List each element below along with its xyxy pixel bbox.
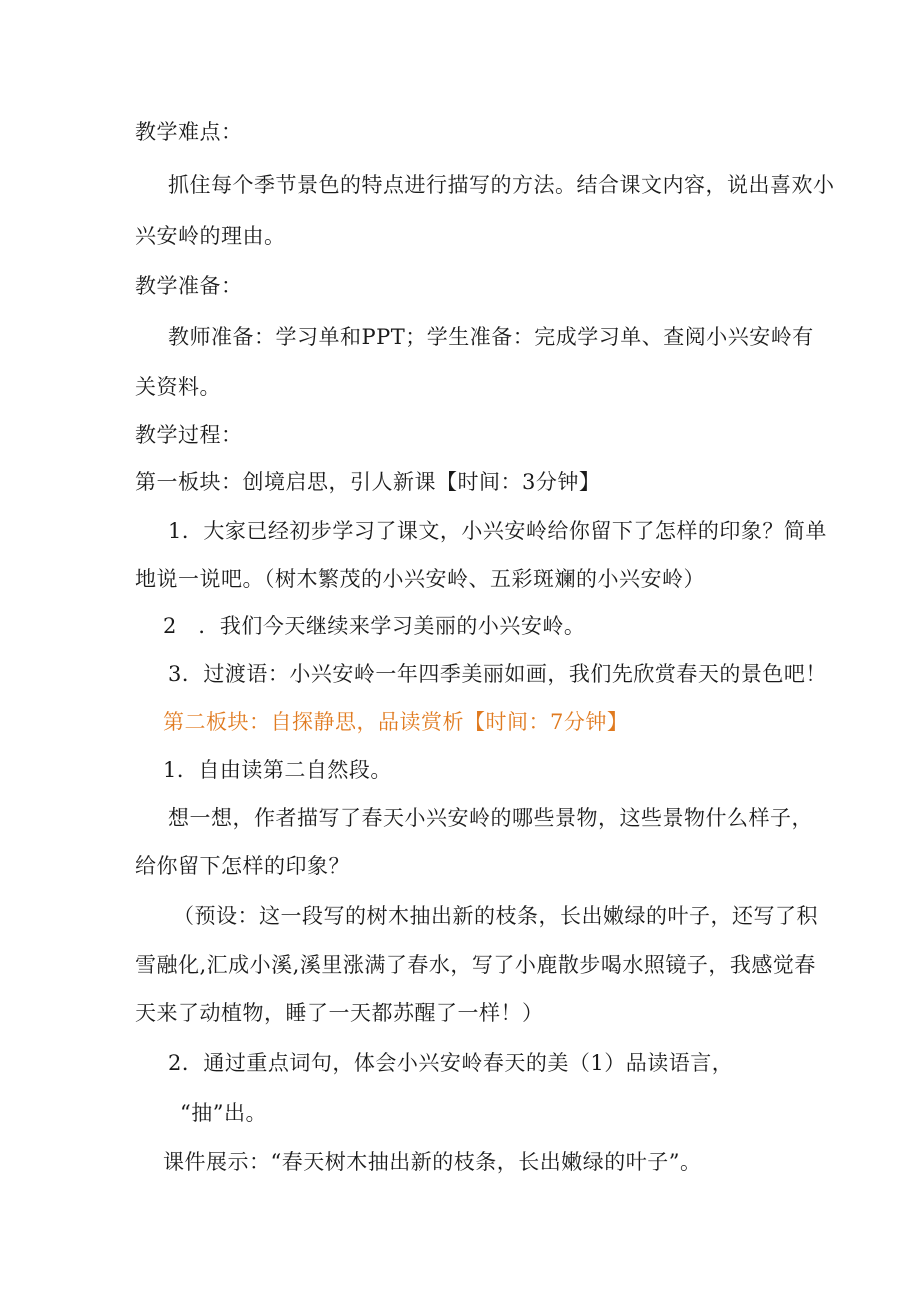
list-item: 1．自由读第二自然段。 (163, 758, 392, 782)
paragraph-line: 教师准备：学习单和PPT；学生准备：完成学习单、查阅小兴安岭有 (168, 325, 814, 349)
list-item: 2．通过重点词句，体会小兴安岭春天的美（1）品读语言， (168, 1051, 734, 1075)
paragraph-line: 想一想，作者描写了春天小兴安岭的哪些景物，这些景物什么样子， (168, 806, 813, 830)
paragraph-line: 雪融化,汇成小溪,溪里涨满了春水，写了小鹿散步喝水照镜子，我感觉春 (135, 953, 816, 977)
heading-teaching-process: 教学过程： (135, 423, 243, 447)
list-item: 3．过渡语：小兴安岭一年四季美丽如画，我们先欣赏春天的景色吧！ (168, 662, 827, 686)
paragraph-line: 关资料。 (135, 375, 221, 399)
paragraph-line: 天来了动植物，睡了一天都苏醒了一样！） (135, 1001, 544, 1025)
heading-teaching-preparation: 教学准备： (135, 274, 243, 298)
section-heading-first: 第一板块：创境启思，引人新课【时间：3分钟】 (135, 470, 601, 494)
paragraph-line: 地说一说吧。（树木繁茂的小兴安岭、五彩斑斓的小兴安岭） (135, 567, 705, 591)
list-item: 2 ．我们今天继续来学习美丽的小兴安岭。 (163, 614, 586, 638)
list-item: 1．大家已经初步学习了课文，小兴安岭给你留下了怎样的印象？简单 (168, 519, 827, 543)
paragraph-line: 给你留下怎样的印象？ (135, 854, 350, 878)
paragraph-line: “抽”出。 (180, 1101, 267, 1125)
section-heading-second: 第二板块：自探静思，品读赏析【时间：7分钟】 (163, 710, 629, 734)
paragraph-line: 兴安岭的理由。 (135, 224, 286, 248)
paragraph-line: （预设：这一段写的树木抽出新的枝条，长出嫩绿的叶子，还写了积 (173, 904, 818, 928)
paragraph-line: 抓住每个季节景色的特点进行描写的方法。结合课文内容，说出喜欢小 (168, 173, 835, 197)
paragraph-line: 课件展示：“春天树木抽出新的枝条，长出嫩绿的叶子”。 (163, 1150, 702, 1174)
heading-teaching-difficulties: 教学难点： (135, 120, 243, 144)
